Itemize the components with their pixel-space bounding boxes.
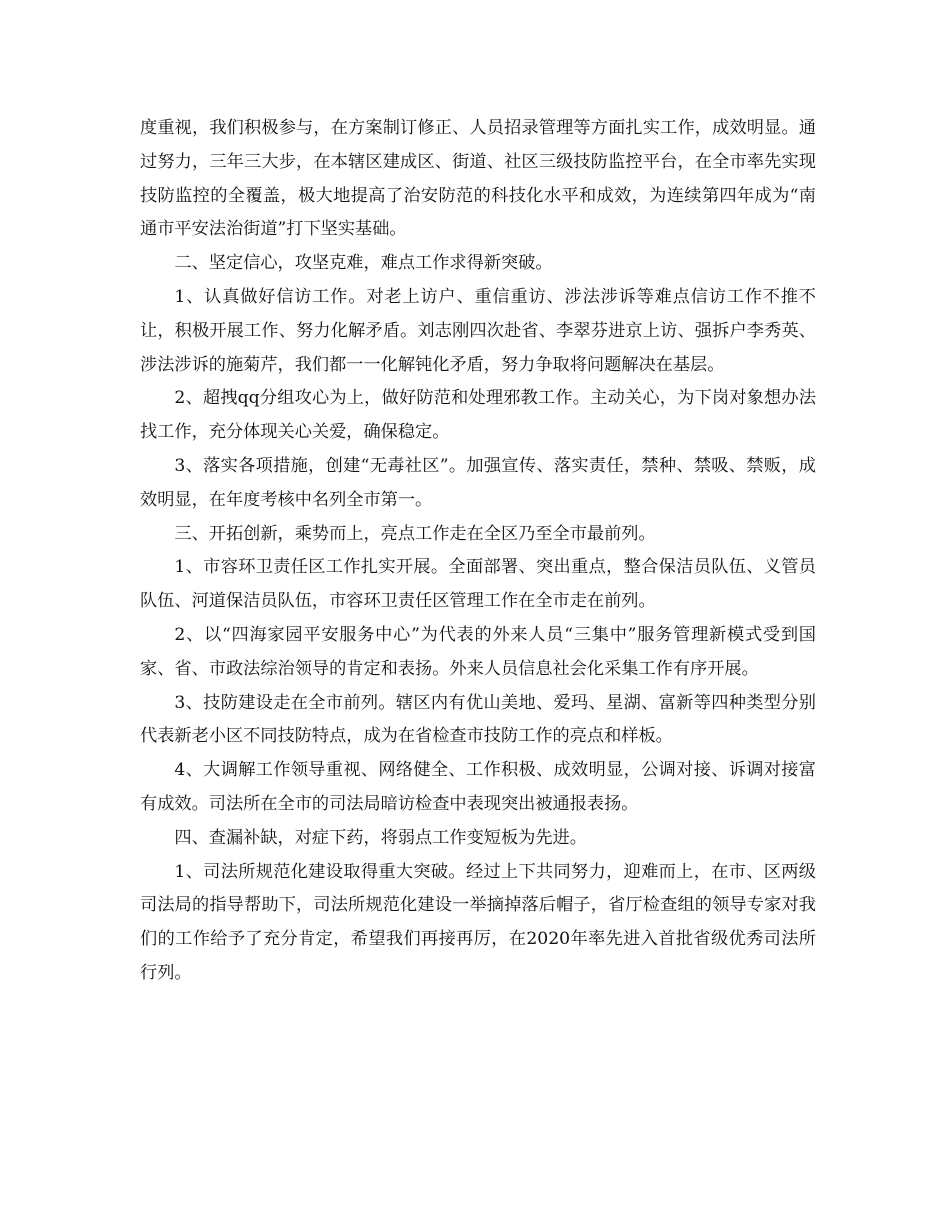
paragraph-2-2: 2、超拽qq分组攻心为上，做好防范和处理邪教工作。主动关心，为下岗对象想办法找工作，充分体现关心关爱，确保稳定。 [140,388,816,443]
paragraph-continuation: 度重视，我们积极参与，在方案制订修正、人员招录管理等方面扎实工作，成效明显。通过努力，三年三大步，在本辖区建成区、街道、社区三级技防监控平台，在全市率先实现技防监控的全覆盖，极大地提高了治安防范的科技化水平和成效，为连续第四年成为“南通市平安法治街道”打下坚实基础。 [140,118,816,240]
section-heading-2: 二、坚定信心，攻坚克难，难点工作求得新突破。 [174,253,553,274]
document-body [140,112,816,991]
paragraph-3-1: 1、市容环卫责任区工作扎实开展。全面部署、突出重点，整合保洁员队伍、义管员队伍、河道保洁员队伍，市容环卫责任区管理工作在全市走在前列。 [140,557,816,612]
paragraph-3-3: 3、技防建设走在全市前列。辖区内有优山美地、爱玛、星湖、富新等四种类型分别代表新老小区不同技防特点，成为在省检查市技防工作的亮点和样板。 [140,692,816,747]
paragraph-2-1: 1、认真做好信访工作。对老上访户、重信重访、涉法涉诉等难点信访工作不推不让，积极开展工作、努力化解矛盾。刘志刚四次赴省、李翠芬进京上访、强拆户李秀英、涉法涉诉的施菊芹，我们都一一化解钝化矛盾，努力争取将问题解决在基层。 [140,286,816,375]
paragraph-3-2: 2、以“四海家园平安服务中心”为代表的外来人员“三集中”服务管理新模式受到国家、省、市政法综治领导的肯定和表扬。外来人员信息社会化采集工作有序开展。 [140,624,816,679]
paragraph-4-1: 1、司法所规范化建设取得重大突破。经过上下共同努力，迎难而上，在市、区两级司法局的指导帮助下，司法所规范化建设一举摘掉落后帽子，省厅检查组的领导专家对我们的工作给予了充分肯定，希望我们再接再厉，在2020年率先进入首批省级优秀司法所行列。 [140,861,816,983]
section-heading-4: 四、查漏补缺，对症下药，将弱点工作变短板为先进。 [174,827,587,848]
paragraph-3-4: 4、大调解工作领导重视、网络健全、工作积极、成效明显，公调对接、诉调对接富有成效。司法所在全市的司法局暗访检查中表现突出被通报表扬。 [140,760,816,814]
section-heading-3: 三、开拓创新，乘势而上，亮点工作走在全区乃至全市最前列。 [174,523,656,544]
paragraph-2-3: 3、落实各项措施，创建“无毒社区”。加强宣传、落实责任，禁种、禁吸、禁贩，成效明显，在年度考核中名列全市第一。 [140,455,816,510]
